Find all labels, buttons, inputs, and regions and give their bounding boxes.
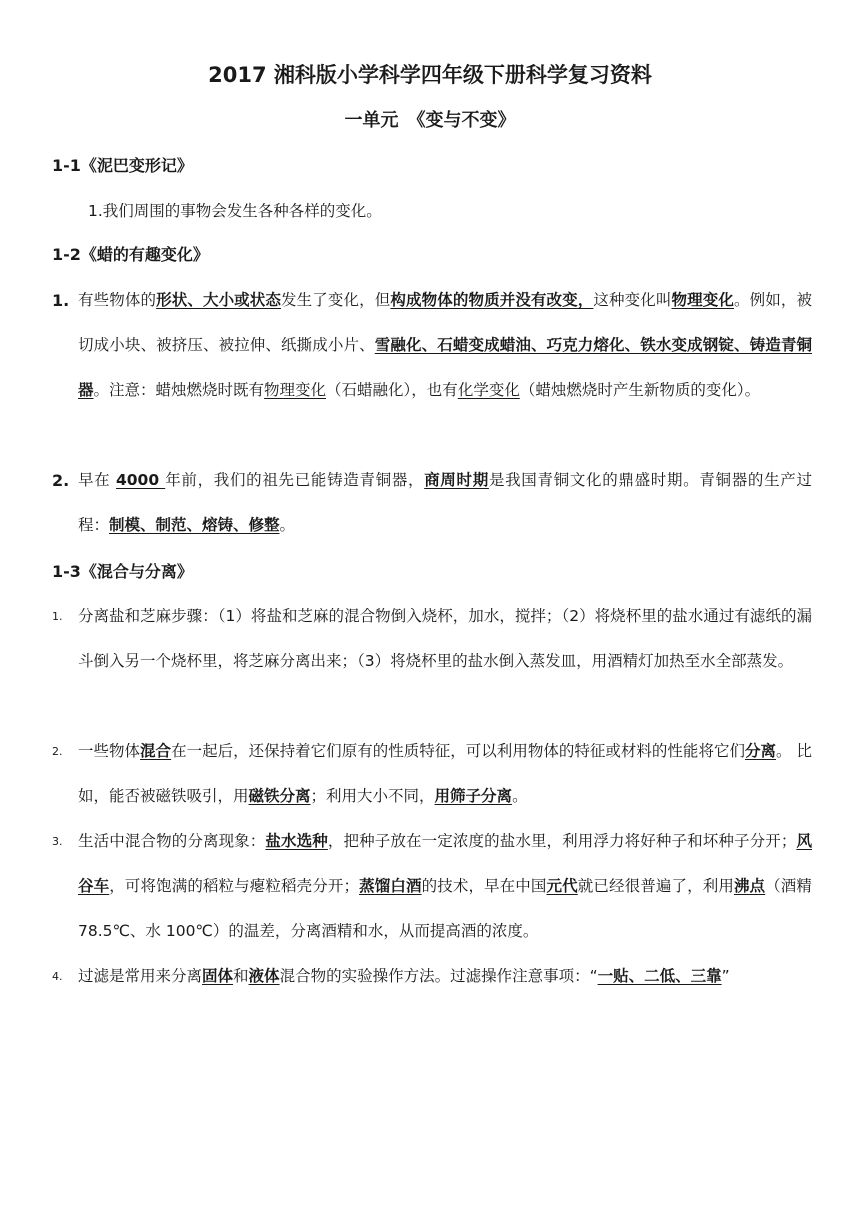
text-run: （酒精 78.5℃、水 100℃）的温差，分离酒精和水，从而提高酒的浓度。	[78, 877, 812, 940]
text-run: （蜡烛燃烧时产生新物质的变化）。	[519, 381, 761, 399]
section-heading: 1-2《蜡的有趣变化》	[52, 245, 209, 264]
list-item	[52, 729, 812, 819]
emphasized-text: 物理变化	[264, 381, 327, 399]
text-run: 一些物体	[78, 742, 141, 760]
list-item	[52, 458, 812, 548]
text-run: ，可将饱满的稻粒与瘪粒稻壳分开；	[109, 877, 359, 895]
item-text	[78, 458, 812, 548]
text-run: 。	[512, 787, 528, 805]
item-text	[78, 594, 812, 684]
text-run: 。注意：蜡烛燃烧时既有	[93, 381, 265, 399]
list-item	[52, 278, 812, 413]
text-run: 和	[233, 967, 249, 985]
text-run: 年前，我们的祖先已能铸造青铜器，	[165, 471, 425, 489]
text-run: 这种变化叫	[593, 291, 672, 309]
text-run: 的技术，早在中国	[421, 877, 547, 895]
text-run: 在一起后，还保持着它们原有的性质特征，可以利用物体的特征或材料的性能将它们	[171, 742, 745, 760]
emphasized-text: 磁铁分离	[248, 787, 311, 805]
paragraph: 1.我们周围的事物会发生各种各样的变化。	[88, 202, 382, 220]
section-heading: 1-3《混合与分离》	[52, 562, 193, 581]
emphasized-text: 构成物体的物质并没有改变，	[390, 291, 594, 309]
text-run: ，把种子放在一定浓度的盐水里，利用浮力将好种子和坏种子分开；	[327, 832, 797, 850]
text-run: 。 比如，能否被磁铁吸引，用	[78, 742, 812, 805]
text-run: ”	[721, 967, 730, 985]
emphasized-text: 分离	[744, 742, 777, 760]
item-text	[78, 729, 812, 819]
text-run: ；利用大小不同，	[310, 787, 435, 805]
emphasized-text: 物理变化	[671, 291, 734, 309]
emphasized-text: 化学变化	[457, 381, 520, 399]
emphasized-text: 盐水选种	[265, 832, 328, 850]
text-run: 。例如，被切成小块、被挤压、被拉伸、纸撕成小片、	[78, 291, 812, 354]
emphasized-text: 蒸馏白酒	[359, 877, 422, 895]
item-text	[78, 954, 812, 999]
list-item	[52, 594, 812, 684]
emphasized-text: 形状、大小或状态	[156, 291, 282, 309]
emphasized-text: 制模、制范、熔铸、修整	[109, 516, 280, 534]
emphasized-text: 雪融化、石蜡变成蜡油、巧克力熔化、铁水变成钢锭、铸造青铜器	[78, 336, 812, 399]
emphasized-text: 用筛子分离	[434, 787, 513, 805]
emphasized-text: 混合	[140, 742, 172, 760]
item-text	[78, 278, 812, 413]
item-number: 1.	[52, 610, 63, 623]
item-number: 2.	[52, 471, 70, 490]
emphasized-text: 一贴、二低、三靠	[597, 967, 722, 985]
unit-title: 一单元 《变与不变》	[344, 110, 516, 131]
text-run: 混合物的实验操作方法。过滤操作注意事项：“	[279, 967, 598, 985]
list-item	[52, 819, 812, 954]
emphasized-text: 元代	[546, 877, 578, 895]
emphasized-text: 商周时期	[424, 471, 489, 489]
text-run: 生活中混合物的分离现象：	[78, 832, 266, 850]
list-item	[52, 954, 812, 999]
text-run: 发生了变化，但	[281, 291, 391, 309]
emphasized-text: 风谷车	[78, 832, 812, 895]
item-text	[78, 819, 812, 954]
text-run: 。	[279, 516, 296, 534]
text-run: 分离盐和芝麻步骤：（1）将盐和芝麻的混合物倒入烧杯，加水，搅拌；（2）将烧杯里的盐水通过有滤纸的漏斗倒入另一个烧杯里，将芝麻分离出来；（3）将烧杯里的盐水倒入蒸发皿，用酒精灯加热至水全部蒸发。	[78, 607, 812, 670]
section-heading: 1-1《泥巴变形记》	[52, 156, 193, 175]
item-number: 3.	[52, 835, 63, 848]
text-run: 就已经很普遍了，利用	[577, 877, 734, 895]
text-run: 过滤是常用来分离	[78, 967, 203, 985]
item-number: 4.	[52, 970, 63, 983]
item-number: 2.	[52, 745, 63, 758]
text-run: 早在	[78, 471, 116, 489]
item-number: 1.	[52, 291, 70, 310]
text-run: 有些物体的	[78, 291, 157, 309]
emphasized-text: 4000	[115, 471, 166, 489]
text-run: （石蜡融化），也有	[326, 381, 458, 399]
emphasized-text: 液体	[248, 967, 280, 985]
document-title: 2017 湘科版小学科学四年级下册科学复习资料	[208, 63, 652, 87]
emphasized-text: 沸点	[733, 877, 766, 895]
emphasized-text: 固体	[202, 967, 234, 985]
text-run: 是我国青铜文化的鼎盛时期。青铜器的生产过程：	[78, 471, 812, 534]
